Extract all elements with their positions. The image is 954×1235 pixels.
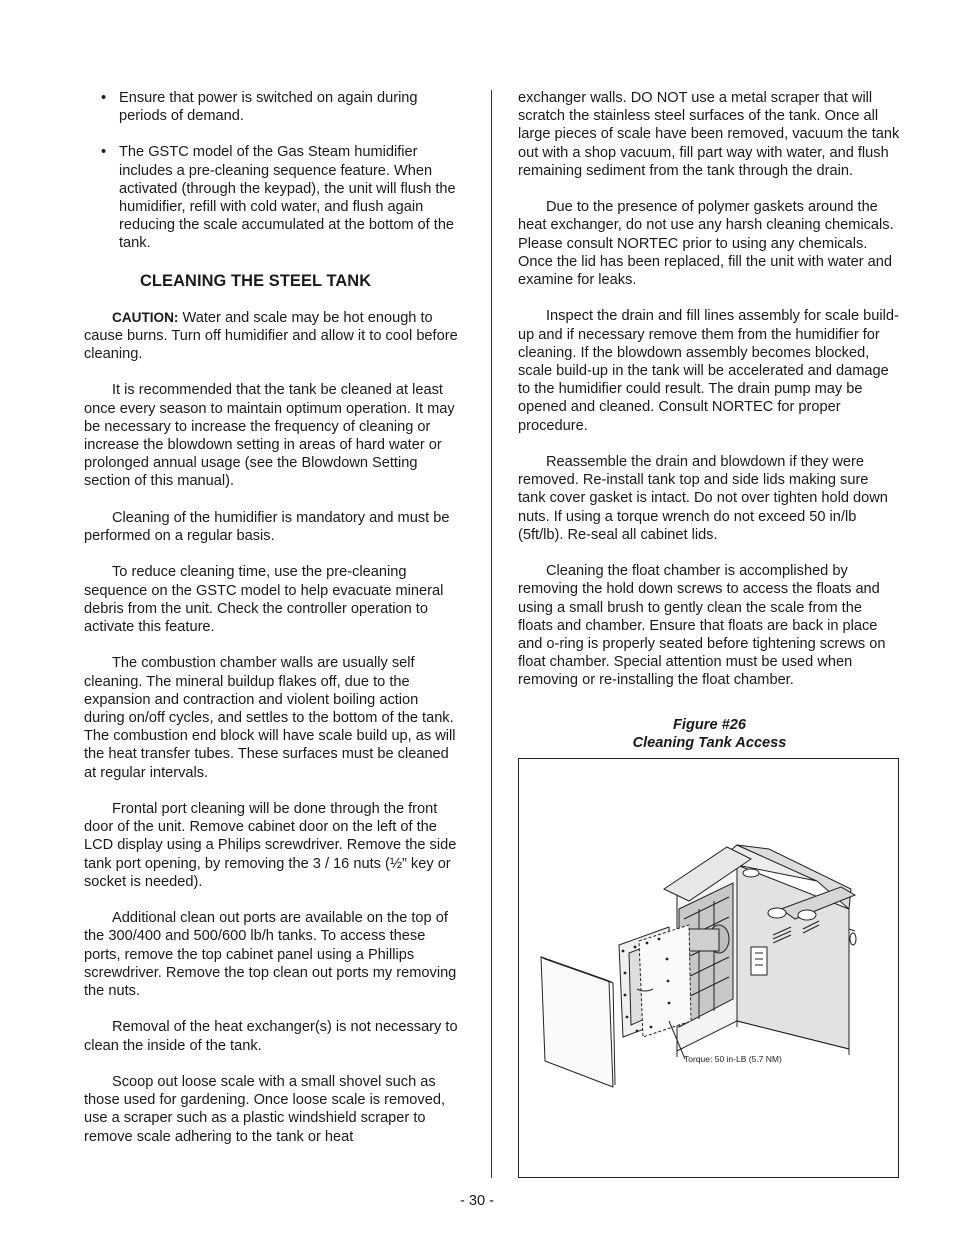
body-paragraph: Scoop out loose scale with a small shovel such as those used for gardening. Once loose scale is removed, use a scraper such as a plastic windshield scraper to remove scale adhering to the tank or heat: [84, 1074, 445, 1145]
bullet-item: [84, 89, 462, 125]
body-paragraph: Additional clean out ports are available on the top of the 300/400 and 500/600 lb/h tanks. To access these ports, remove the top cabinet panel using a Phillips screwdriver. Remove the top clean out ports my removing the nuts.: [84, 910, 457, 1000]
figure-box: [518, 758, 899, 1178]
body-paragraph: To reduce cleaning time, use the pre-cleaning sequence on the GSTC model to help evacuate mineral debris from the unit. Check the controller operation to activate this feature.: [84, 564, 444, 636]
body-paragraph: Frontal port cleaning will be done through the front door of the unit. Remove cabinet door on the left of the LCD display using a Philips screwdriver. Remove the side tank port opening, by removing the 3 / 16 nuts (½” key or socket is needed).: [84, 801, 457, 890]
figure-caption: [518, 716, 901, 752]
body-paragraph: Reassemble the drain and blowdown if they were removed. Re-install tank top and side lids making sure tank cover gasket is intact. Do not over tighten hold down nuts. If using a torque wrench do not exceed 50 in/lb (5ft/lb). Re-seal all cabinet lids.: [518, 454, 888, 543]
bullet-dot: •: [101, 90, 107, 106]
page-number: - 30 -: [459, 1193, 495, 1209]
bullet-text: The GSTC model of the Gas Steam humidifier includes a pre-cleaning sequence feature. When activated (through the keypad), the unit will flush the humidifier, refill with cold water, and flush again reducing the scale accumulated at the bottom of the tank.: [119, 144, 456, 252]
left-column: [84, 89, 462, 1164]
body-paragraph: Due to the presence of polymer gaskets around the heat exchanger, do not use any harsh cleaning chemicals. Please consult NORTEC prior to using any chemicals. Once the lid has been replaced, fill the unit with water and examine for leaks.: [518, 199, 894, 289]
caution-paragraph: [84, 309, 462, 364]
column-divider: [491, 90, 492, 1178]
figure-title: Cleaning Tank Access: [632, 735, 787, 751]
section-heading: CLEANING THE STEEL TANK: [140, 271, 372, 290]
caution-label: CAUTION:: [112, 309, 179, 325]
torque-annotation: Torque: 50 in-LB (5.7 NM): [684, 1054, 782, 1064]
bullet-text: Ensure that power is switched on again during periods of demand.: [119, 90, 418, 125]
body-paragraph: Inspect the drain and fill lines assembly for scale build-up and if necessary remove them from the humidifier for cleaning. If the blowdown assembly becomes blocked, scale build-up in the tank will be accelerated and damage to the humidifier could result. The drain pump may be opened and cleaned. Consult NORTEC for proper procedure.: [518, 308, 899, 434]
continued-paragraph: exchanger walls. DO NOT use a metal scraper that will scratch the stainless steel surfaces of the tank. Once all large pieces of scale have been removed, vacuum the tank out with a shop vacuum, fill part way with water, and flush remaining sediment from the tank through the drain.: [518, 90, 900, 179]
body-paragraph: It is recommended that the tank be cleaned at least once every season to maintain optimum operation. It may be necessary to increase the frequency of cleaning or increase the blowdown setting in areas of hard water or prolonged annual usage (see the Blowdown Setting section of this manual).: [84, 382, 455, 490]
body-paragraph: Cleaning the float chamber is accomplished by removing the hold down screws to access the floats and using a small brush to gently clean the scale from the floats and chamber. Ensure that floats are back in place and o-ring is properly seated before tightening screws on float chamber. Special attention must be used when removing or re-installing the float chamber.: [518, 563, 886, 689]
bullet-item: [84, 143, 462, 252]
body-paragraph: The combustion chamber walls are usually self cleaning. The mineral buildup flakes off, due to the expansion and contraction and violent boiling action during on/off cycles, and settles to the bottom of the tank. The combustion end block will have scale build up, as will the heat transfer tubes. These surfaces must be cleaned at regular intervals.: [84, 655, 456, 781]
figure-number: Figure #26: [673, 717, 746, 733]
body-paragraph: Removal of the heat exchanger(s) is not necessary to clean the inside of the tank.: [84, 1019, 458, 1054]
caution-text: Water and scale may be hot enough to cause burns. Turn off humidifier and allow it to cool before cleaning.: [84, 309, 458, 363]
humidifier-illustration: [519, 759, 898, 1177]
body-paragraph: Cleaning of the humidifier is mandatory and must be performed on a regular basis.: [84, 509, 450, 545]
bullet-list: [84, 89, 462, 253]
right-column: [518, 89, 900, 708]
bullet-dot: •: [101, 144, 107, 161]
